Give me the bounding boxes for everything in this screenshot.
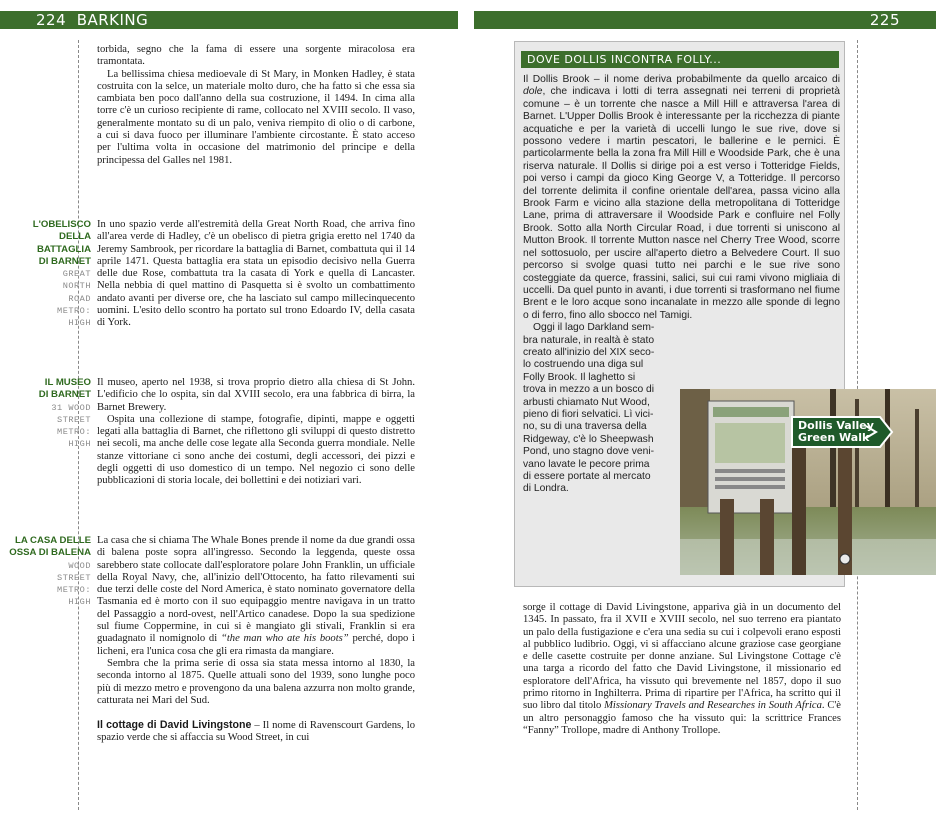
photo-dollis-valley	[680, 389, 936, 575]
paragraph: Oggi il lago Darkland sem- bra naturale, in realtà è stato creato all'inizio del XIX seco- lo costruendo una diga sul Folly Brook. Il laghetto si trova in mezzo a un bosco di arbusti chiamato Nut Wood, pieno di fiori selvatici. Lì vici- no, su di una traversa della Ridgeway, c'è lo Sheepwash Pond, uno stagno dove veni- vano lavate le pecore prima di essere portate al mercato di Londra.	[523, 322, 655, 495]
paragraph: Il Dollis Brook – il nome deriva probabilmente da quello arcaico di dole, che indicava i lotti di terra assegnati nei terreni di proprietà comune – è un torrente che nasce a Mill Hill e attraversa l'area di Barnet. L'Upper Dollis Brook è interessante per la ricchezza di piante acquatiche e per la varietà di uccelli lungo le sue rive, dove si possono vedere i martin pescatori, le ballerine e le pernici. È particolarmente bella la zona fra Mill Hill e Woodside Park, che è una riserva naturale. Il Dollis si dirige poi a est verso i Totteridge Fields, poi verso i campi da gioco King George V, a Totteridge. Il percorso del torrente delimita il confine orientale dell'area, passa vicino alla Brook Farm e vicino alla stazione della metropolitana di Totteridge Lane, prima di attraversare il Woodside Park e confluire nel Folly Brook. Sotto alla North Circular Road, i due torrenti si uniscono al Mutton Brook. Il torrente Mutton nasce nel Cherry Tree Wood, scorre nel sottosuolo, per uscire all'aperto dietro a Belvedere Court. Il suo percorso si svolge quasi tutto nei parchi e le sue rive sono costeggiate da querce, frassini, salici, sui cui rami vivono migliaia di uccelli. Da quel punto in avanti, i due torrenti si trasformano nel fiume Brent e le loro acque sono incanalate in mezzo alle sponde di legno o di ferro, fino allo sbocco nel Tamigi.	[523, 74, 840, 321]
section-address: WOOD STREET METRO: HIGH	[57, 560, 91, 608]
sign-text: Dollis Valley Green Walk	[798, 419, 874, 444]
photo-illustration	[680, 389, 936, 575]
box-title: DOVE DOLLIS INCONTRA FOLLY...	[521, 51, 839, 68]
sidebar-museo	[0, 377, 91, 451]
section-heading: IL MUSEO DI BARNET	[38, 377, 91, 401]
left-page-number: 224	[36, 11, 67, 29]
section-heading: L'OBELISCO DELLA BATTAGLIA DI BARNET	[32, 219, 91, 267]
paragraph: Il museo, aperto nel 1938, si trova proprio dietro alla chiesa di St John. L'edificio che lo ospita, sin dal XVIII secolo, era una fabbrica di birra, la Barnet Brewery.	[97, 377, 415, 413]
left-page-header	[0, 11, 458, 29]
paragraph: La bellissima chiesa medioevale di St Mary, in Monken Hadley, è stata costruita con la selce, un materiale molto duro, che ha fatto sì che essa sia cambiata ben poco dall'anno della sua costruzione, il 1494. In cima alla torre c'è un curioso recipiente di rame, collocato nel XVIII secolo. Il vaso, generalmente montato su di un palo, veniva riempito di olio o di carbone, a cui si dava fuoco per illuminare l'ambiente circostante. È stato acceso per l'ultima volta in occasione del matrimonio del principe e della principessa del Galles nel 1981.	[97, 68, 415, 166]
paragraph: La casa che si chiama The Whale Bones prende il nome da due grandi ossa di balena poste sopra all'ingresso. Secondo la leggenda, queste ossa sarebbero state collocate dall'esploratore polare John Franklin, un ufficiale della Royal Navy, che, all'inizio dell'Ottocento, ha fatto rilevamenti sui due terzi delle coste del Nord America, è stato nominato governatore della Tasmania ed è morto con il suo equipaggio mentre navigava in un tratto del Passaggio a nord-ovest, nell'Artico canadese. Dopo la sua spedizione sul fiume Coppermine, in cui si è mangiato gli stivali, Franklin si era guadagnato il nomignolo di “the man who ate his boots” perché, dopo i licheni, era l'unica cosa che gli era rimasta da mangiare.	[97, 535, 415, 657]
obelisco-text	[97, 219, 415, 330]
left-running-head	[36, 11, 148, 29]
right-text	[523, 602, 841, 737]
page-gutter	[458, 0, 474, 820]
paragraph: Ospita una collezione di stampe, fotografie, dipinti, mappe e oggetti legati alla battaglia di Barnet, che riflettono gli sviluppi di questo distretto nei secoli, ma anche delle cose legate alla Seconda guerra mondiale. Nelle stanze vittoriane ci sono anche dei costumi, degli accessori, dei pizzi e degli oggetti di uso domestico di un tempo. Nel negozio ci sono delle pubblicazioni di storia locale, dei bollettini e dei notiziari vari.	[97, 413, 415, 487]
right-page-number: 225	[869, 11, 900, 29]
museo-text	[97, 377, 415, 488]
balena-text	[97, 535, 415, 745]
right-page-header	[474, 11, 936, 29]
paragraph: torbida, segno che la fama di essere una sorgente miracolosa era tramontata.	[97, 44, 415, 68]
paragraph: sorge il cottage di David Livingstone, appariva già in un documento del 1345. In passato, fra il XVII e XVIII secolo, nel suo terreno era piantato un palo della fustigazione e c'era una sedia su cui i colpevoli erano esposti al pubblico ludibrio. Oggi, vi si affacciano alcune graziose case georgiane e delle casette costruite per donne anziane. Sul Livingstone Cottage c'è una targa a ricordo del fatto che David Livingstone, il missionario ed esploratore dell'Africa, ha vissuto qui brevemente nel 1857, dopo il suo primo ritorno in Inghilterra. Prima di ripartire per l'Africa, ha scritto qui il suo libro dal titolo Missionary Travels and Researches in South Africa. C'è un altro personaggio famoso che ha vissuto qui: la scrittrice Frances “Fanny” Trollope, madre di Anthony Trollope.	[523, 602, 841, 736]
paragraph: Il cottage di David Livingstone – Il nome di Ravenscourt Gardens, lo spazio verde che si affaccia su Wood Street, in cui	[97, 719, 415, 744]
paragraph: In uno spazio verde all'estremità della Great North Road, che arriva fino all'area verde di Hadley, c'è un obelisco di pietra grigia eretto nel 1740 da Jeremy Sambrook, per ricordare la battaglia di Barnet, combattuta qui il 14 aprile 1471. Questa battaglia era stata un episodio decisivo nella Guerra delle due Rose, combattuta tra la casata di York e quella di Lancaster. Nella nebbia di quel mattino di Pasquetta si è svolto un combattimento andato avanti per diverse ore, che ha lasciato sul campo millecinquecento uomini. L'esito dello scontro ha portato sul trono Edoardo IV, della casata di York.	[97, 219, 416, 329]
paragraph: Sembra che la prima serie di ossa sia stata messa intorno al 1830, la seconda intorno al 1875. Quelle attuali sono del 1939, sono lunghe poco più di mezzo metro e provengono da una balena azzurra non molto grande, catturata nei Mari del Sud.	[97, 657, 415, 706]
sidebar-balena	[0, 535, 91, 609]
sidebar-obelisco	[0, 219, 91, 330]
left-chapter-title: BARKING	[76, 11, 149, 29]
section-address: 31 WOOD STREET METRO: HIGH	[51, 402, 91, 450]
section-heading: LA CASA DELLE OSSA DI BALENA	[9, 535, 91, 559]
left-intro-text	[97, 44, 415, 167]
section-address: GREAT NORTH ROAD METRO: HIGH	[57, 269, 91, 329]
